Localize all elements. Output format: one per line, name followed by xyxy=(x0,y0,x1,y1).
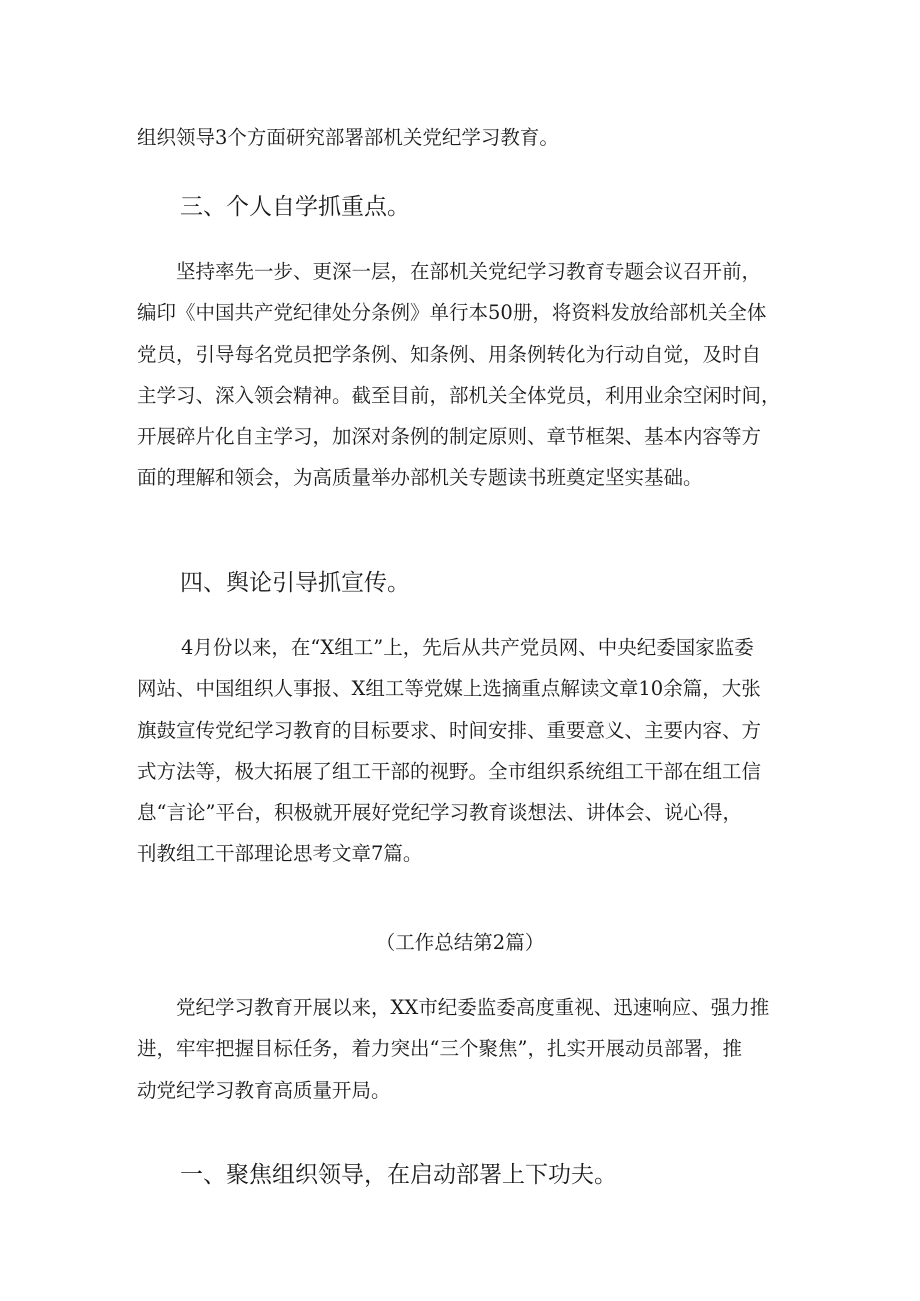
text-line: 息“言论”平台，积极就开展好党纪学习教育谈想法、讲体会、说心得， xyxy=(137,801,742,825)
text-line: 动党纪学习教育高质量开局。 xyxy=(137,1078,391,1102)
paragraph-self-study xyxy=(137,251,787,499)
paragraph-article2-intro xyxy=(137,987,787,1111)
text-line: 编印《中国共产党纪律处分条例》单行本50册，将资料发放给部机关全体 xyxy=(137,301,767,325)
text-line: 党纪学习教育开展以来，XX市纪委监委高度重视、迅速响应、强力推 xyxy=(176,996,770,1019)
article-marker: （工作总结第2篇） xyxy=(375,931,545,954)
text-line: 党员，引导每名党员把学条例、知条例、用条例转化为行动自觉，及时自 xyxy=(137,342,762,366)
section-heading-3: 三、个人自学抓重点。 xyxy=(180,194,410,220)
text-line: 坚持率先一步、更深一层，在部机关党纪学习教育专题会议召开前， xyxy=(176,260,762,283)
text-line: 4月份以来，在“X组工”上，先后从共产党员网、中央纪委国家监委 xyxy=(181,636,754,659)
text-line: 面的理解和领会，为高质量举办部机关专题读书班奠定坚实基础。 xyxy=(137,466,703,490)
text-line: 式方法等，极大拓展了组工干部的视野。全市组织系统组工干部在组工信 xyxy=(137,759,762,783)
section-heading-4: 四、舆论引导抓宣传。 xyxy=(180,570,410,596)
text-line: 进，牢牢把握目标任务，着力突出“三个聚焦”，扎实开展动员部署，推 xyxy=(137,1037,742,1061)
text-line: 组织领导3个方面研究部署部机关党纪学习教育。 xyxy=(137,126,559,149)
section-heading-1: 一、聚焦组织领导，在启动部署上下功夫。 xyxy=(180,1162,617,1188)
text-line: 网站、中国组织人事报、X组工等党媒上选摘重点解读文章10余篇，大张 xyxy=(137,677,761,701)
paragraph-intro-tail xyxy=(137,117,787,158)
text-line: 刊教组工干部理论思考文章7篇。 xyxy=(137,842,423,866)
text-line: 旗鼓宣传党纪学习教育的目标要求、时间安排、重要意义、主要内容、方 xyxy=(137,718,762,742)
text-line: 开展碎片化自主学习，加深对条例的制定原则、章节框架、基本内容等方 xyxy=(137,425,762,449)
paragraph-publicity xyxy=(137,627,787,875)
text-line: 主学习、深入领会精神。截至目前，部机关全体党员，利用业余空闲时间， xyxy=(137,383,781,407)
